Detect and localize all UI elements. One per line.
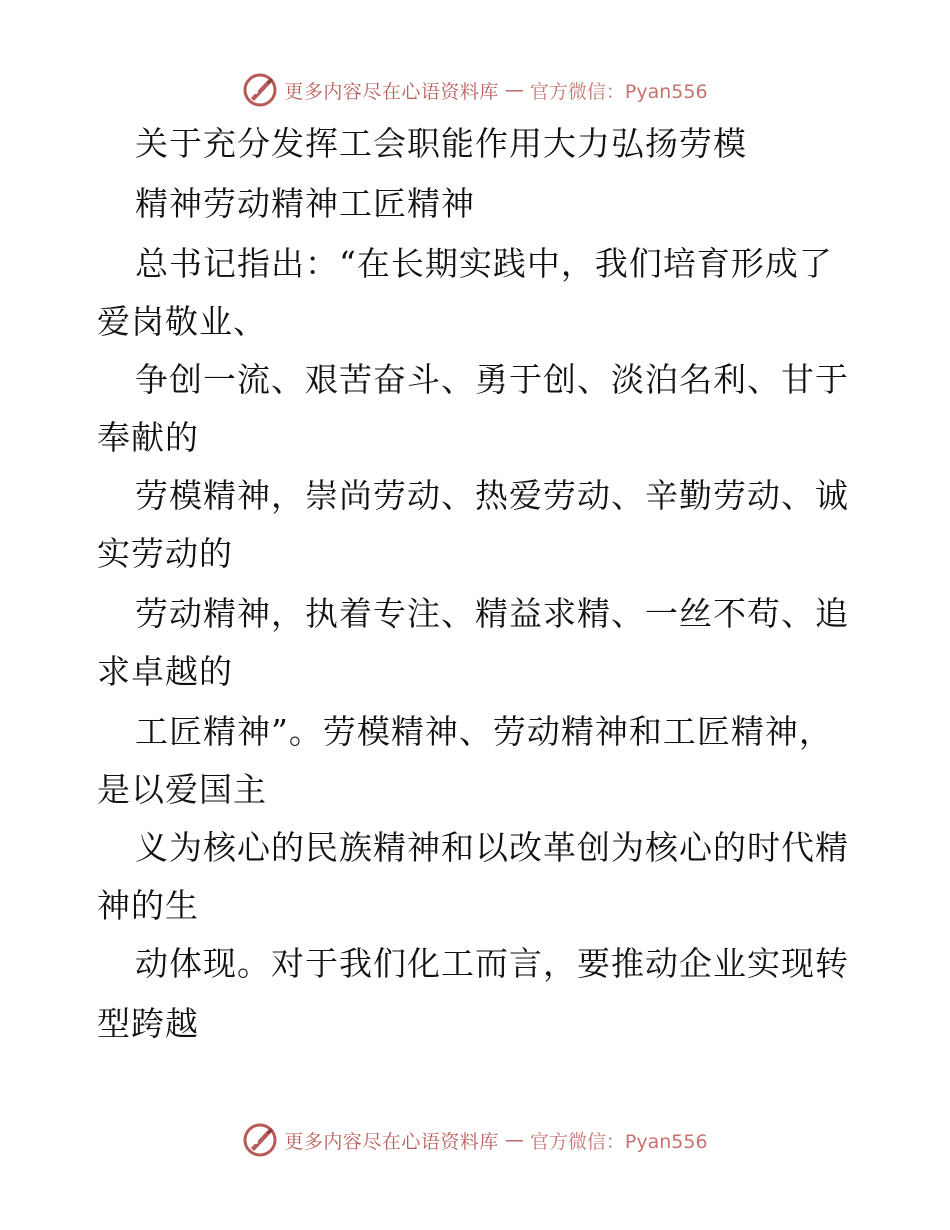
body-text-line: 型跨越: [97, 1004, 199, 1043]
body-text-line: 神的生: [97, 886, 199, 925]
document-title-line-1: 关于充分发挥工会职能作用大力弘扬劳模: [135, 124, 747, 163]
body-text-line: 义为核心的民族精神和以改革创为核心的时代精: [135, 828, 849, 867]
body-text-line: 奉献的: [97, 418, 199, 457]
pen-nib-logo-icon: [242, 1122, 278, 1158]
body-text-line: 争创一流、艰苦奋斗、勇于创、淡泊名利、甘于: [135, 360, 849, 399]
watermark-text: 更多内容尽在心语资料库: [284, 1130, 499, 1153]
body-text-line: 是以爱国主: [97, 770, 267, 809]
footer-watermark: [0, 1120, 950, 1160]
watermark-contact: 官方微信：Pyan556: [529, 80, 708, 103]
document-title-line-2: 精神劳动精神工匠精神: [135, 184, 475, 223]
body-text-line: 实劳动的: [97, 534, 233, 573]
watermark-separator: —: [504, 79, 524, 101]
body-text-line: 动体现。对于我们化工而言，要推动企业实现转: [135, 944, 849, 983]
body-text-line: 爱岗敬业、: [97, 302, 267, 341]
body-text-line: 劳动精神，执着专注、精益求精、一丝不苟、追: [135, 594, 849, 633]
watermark-contact: 官方微信：Pyan556: [529, 1130, 708, 1153]
watermark-separator: —: [504, 1129, 524, 1151]
body-text-line: 劳模精神，崇尚劳动、热爱劳动、辛勤劳动、诚: [135, 476, 849, 515]
body-text-line: 总书记指出：“在长期实践中，我们培育形成了: [135, 244, 833, 283]
body-text-line: 求卓越的: [97, 652, 233, 691]
pen-nib-logo-icon: [242, 72, 278, 108]
header-watermark: [0, 70, 950, 110]
watermark-text: 更多内容尽在心语资料库: [284, 80, 499, 103]
body-text-line: 工匠精神”。劳模精神、劳动精神和工匠精神，: [135, 712, 833, 751]
